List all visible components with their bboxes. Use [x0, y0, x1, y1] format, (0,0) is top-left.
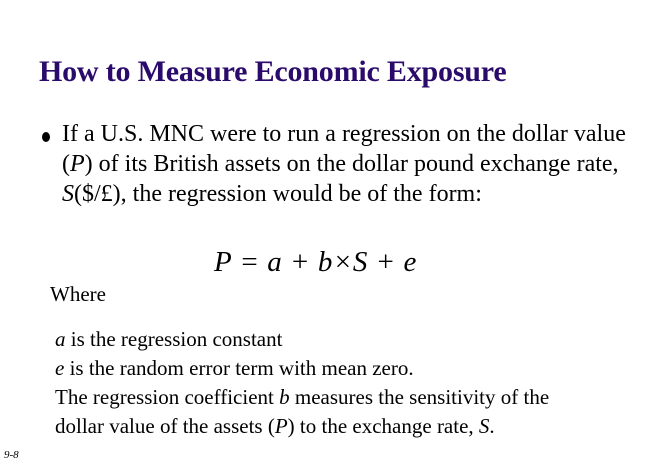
definition-text-e: is the random error term with mean zero. — [64, 356, 414, 380]
regression-equation: P = a + b×S + e — [214, 246, 417, 278]
bullet-text-part-1: If a U.S. MNC were to run a regression on the dollar value ( — [62, 121, 626, 177]
definition-line-e — [55, 354, 640, 383]
slide-number: 9-8 — [4, 449, 19, 461]
definition-text-cont-mid: ) to the exchange rate, — [287, 414, 479, 438]
slide-title: How to Measure Economic Exposure — [39, 55, 507, 88]
bullet-icon — [42, 132, 50, 142]
definition-line-b-cont — [55, 412, 640, 441]
bullet-text-part-2: ) of its British assets on the dollar pound exchange rate, — [84, 151, 619, 177]
definitions-block — [55, 325, 640, 441]
bullet-var-s: S — [62, 181, 74, 207]
where-label: Where — [50, 282, 106, 306]
bullet-text-part-3: ($/£), the regression would be of the form: — [74, 181, 482, 207]
definition-text-cont-pre: dollar value of the assets ( — [55, 414, 275, 438]
bullet-paragraph — [62, 119, 632, 209]
var-s: S — [478, 414, 490, 438]
bullet-var-p: P — [70, 151, 85, 177]
definition-text-b-pre: The regression coefficient — [55, 385, 280, 409]
var-e: e — [55, 356, 65, 380]
definition-text-cont-post: . — [489, 414, 495, 438]
definition-text-b-post: measures the sensitivity of the — [289, 385, 550, 409]
definition-line-a — [55, 325, 640, 354]
var-b: b — [279, 385, 290, 409]
var-a: a — [55, 327, 66, 351]
var-p: P — [274, 414, 288, 438]
definition-line-b — [55, 383, 640, 412]
definition-text-a: is the regression constant — [65, 327, 283, 351]
